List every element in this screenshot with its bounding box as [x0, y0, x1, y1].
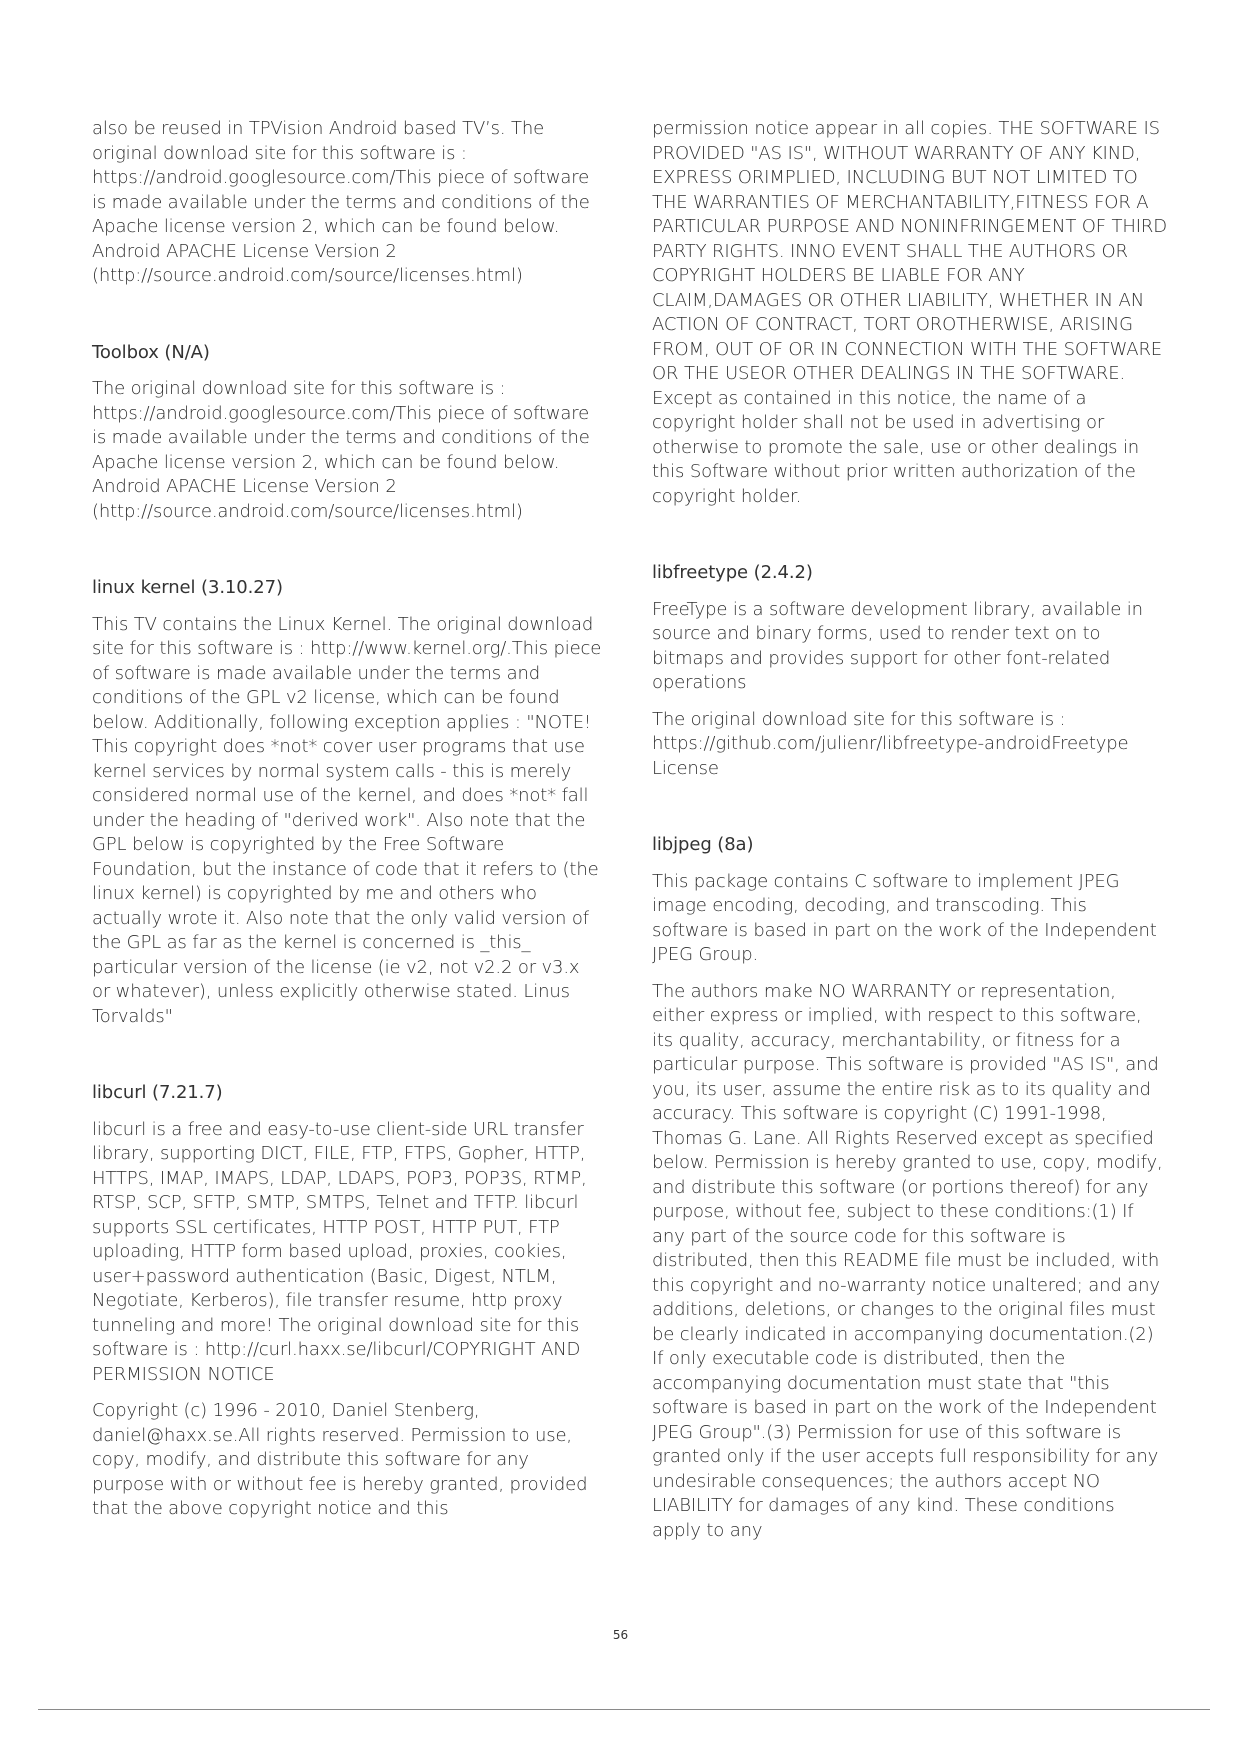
- toolbox-paragraph: The original download site for this software is : https://android.googlesource.com/This piece of software is made available under the terms and conditions of the Apache license version 2, which can be found below. Android APACHE License Version 2 (http://source.android.com/source/licenses.html): [92, 378, 590, 522]
- linux-kernel-heading: linux kernel (3.10.27): [92, 577, 283, 598]
- toolbox-heading: Toolbox (N/A): [92, 341, 210, 363]
- libcurl-paragraph: libcurl is a free and easy-to-use client-side URL transfer library, supporting DICT, FILE, FTP, FTPS, Gopher, HTTP, HTTPS, IMAP, IMAPS, LDAP, LDAPS, POP3, POP3S, RTMP, RTSP, SCP, SFTP, SMTP, SMTPS, Telnet and TFTP. libcurl supports SSL certificates, HTTP POST, HTTP PUT, FTP uploading, HTTP form based upload, proxies, cookies, user+password authentication (Basic, Digest, NTLM, Negotiate, Kerberos), file transfer resume, http proxy tunneling and more! The original download site for this software is : http://curl.haxx.se/libcurl/COPYRIGHT AND PERMISSION NOTICE: [92, 1118, 587, 1385]
- libcurl-copyright-paragraph: Copyright (c) 1996 - 2010, Daniel Stenberg, daniel@haxx.se.All rights reserved. Permission to use, copy, modify, and distribute this software for any purpose with or without fee is hereby granted, provided that the above copyright notice and this: [92, 1400, 588, 1519]
- android-intro-paragraph: also be reused in TPVision Android based TV’s. The original download site for this software is : https://android.googlesource.com/This piece of software is made available under the terms and conditions of the Apache license version 2, which can be found below. Android APACHE License Version 2 (http://source.android.com/source/licenses.html): [92, 118, 590, 286]
- page-number: 56: [612, 1628, 629, 1642]
- left-column: [92, 117, 602, 1534]
- right-column: [652, 117, 1167, 1555]
- footer-divider: [38, 1709, 1210, 1710]
- libfreetype-download-paragraph: The original download site for this software is : https://github.com/julienr/libfreetype-androidFreetype License: [652, 708, 1129, 779]
- libcurl-heading: libcurl (7.21.7): [92, 1082, 223, 1103]
- libcurl-continued-paragraph: permission notice appear in all copies. THE SOFTWARE IS PROVIDED "AS IS", WITHOUT WARRANTY OF ANY KIND, EXPRESS ORIMPLIED, INCLUDING BUT NOT LIMITED TO THE WARRANTIES OF MERCHANTABILITY,FITNESS FOR A PARTICULAR PURPOSE AND NONINFRINGEMENT OF THIRD PARTY RIGHTS. INNO EVENT SHALL THE AUTHORS OR COPYRIGHT HOLDERS BE LIABLE FOR ANY CLAIM,DAMAGES OR OTHER LIABILITY, WHETHER IN AN ACTION OF CONTRACT, TORT OROTHERWISE, ARISING FROM, OUT OF OR IN CONNECTION WITH THE SOFTWARE OR THE USEOR OTHER DEALINGS IN THE SOFTWARE. Except as contained in this notice, the name of a copyright holder shall not be used in advertising or otherwise to promote the sale, use or other dealings in this Software without prior written authorization of the copyright holder.: [652, 118, 1167, 507]
- libfreetype-heading: libfreetype (2.4.2): [652, 562, 813, 583]
- libjpeg-heading: libjpeg (8a): [652, 834, 754, 855]
- libfreetype-paragraph: FreeType is a software development library, available in source and binary forms, used to render text on to bitmaps and provides support for other font-related operations: [652, 598, 1143, 693]
- linux-kernel-paragraph: This TV contains the Linux Kernel. The original download site for this software is : http://www.kernel.org/.This piece of software is made available under the terms and conditions of the GPL v2 license, which can be found below. Additionally, following exception applies : "NOTE! This copyright does *not* cover user programs that use kernel services by normal system calls - this is merely considered normal use of the kernel, and does *not* fall under the heading of "derived work". Also note that the GPL below is copyrighted by the Free Software Foundation, but the instance of code that it refers to (the linux kernel) is copyrighted by me and others who actually wrote it. Also note that the only valid version of the GPL as far as the kernel is concerned is _this_ particular version of the license (ie v2, not v2.2 or v3.x or whatever), unless explicitly otherwise stated. Linus Torvalds": [92, 613, 602, 1027]
- libjpeg-warranty-paragraph: The authors make NO WARRANTY or representation, either express or implied, with respect to this software, its quality, accuracy, merchantability, or fitness for a particular purpose. This software is provided "AS IS", and you, its user, assume the entire risk as to its quality and accuracy. This software is copyright (C) 1991-1998, Thomas G. Lane. All Rights Reserved except as specified below. Permission is hereby granted to use, copy, modify, and distribute this software (or portions thereof) for any purpose, without fee, subject to these conditions:(1) If any part of the source code for this software is distributed, then this README file must be included, with this copyright and no-warranty notice unaltered; and any additions, deletions, or changes to the original files must be clearly indicated in accompanying documentation.(2) If only executable code is distributed, then the accompanying documentation must state that "this software is based in part on the work of the Independent JPEG Group".(3) Permission for use of this software is granted only if the user accepts full responsibility for any undesirable consequences; the authors accept NO LIABILITY for damages of any kind. These conditions apply to any: [652, 980, 1163, 1541]
- libjpeg-paragraph: This package contains C software to implement JPEG image encoding, decoding, and transcoding. This software is based in part on the work of the Independent JPEG Group.: [652, 870, 1157, 965]
